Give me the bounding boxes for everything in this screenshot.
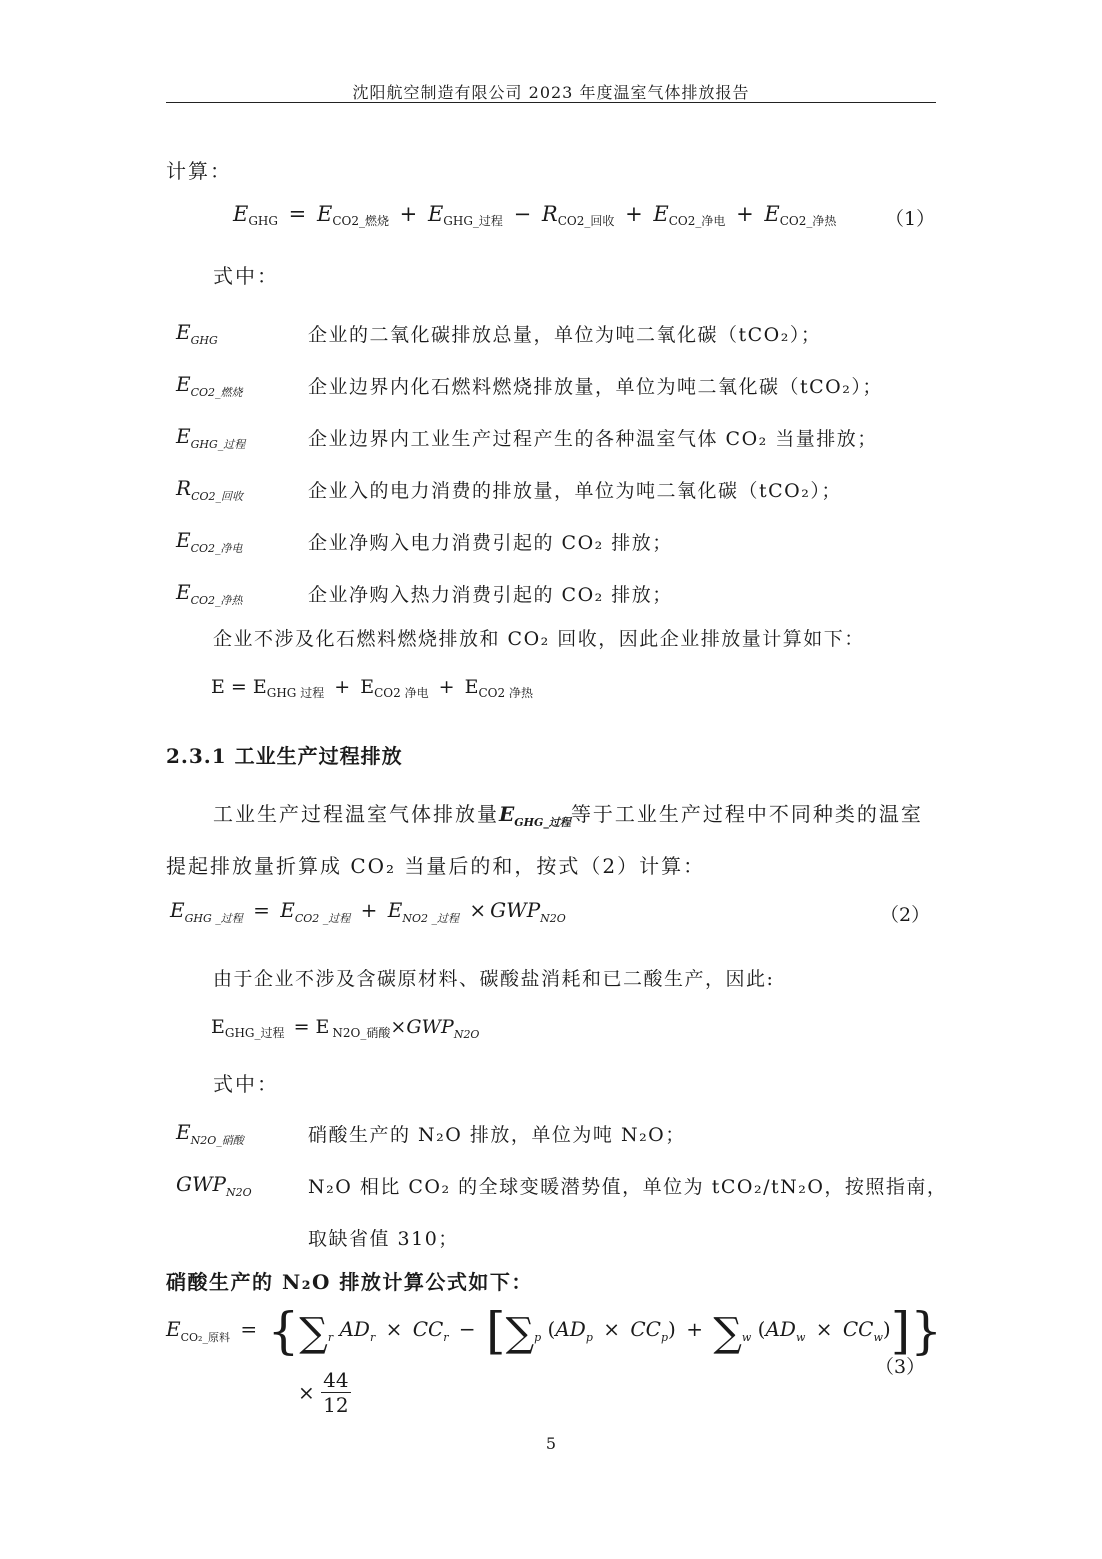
page-header: 沈阳航空制造有限公司 2023 年度温室气体排放报告 [352, 83, 750, 102]
def-description: 企业入的电力消费的排放量，单位为吨二氧化碳（tCO₂）； [308, 480, 842, 502]
def-symbol: $E_{GHG\_过程}$ [176, 424, 246, 451]
def2-description: 硝酸生产的 N₂O 排放，单位为吨 N₂O； [308, 1124, 686, 1146]
def-description: 企业边界内化石燃料燃烧排放量，单位为吨二氧化碳（tCO₂）； [308, 376, 883, 398]
def-symbol: $E_{CO2\_净电}$ [176, 528, 243, 555]
def-description: 企业净购入热力消费引起的 CO₂ 排放； [308, 584, 673, 606]
where-label-2: 式中： [213, 1072, 279, 1096]
def-symbol: $E_{CO2\_燃烧}$ [176, 372, 243, 399]
def-description: 企业净购入电力消费引起的 CO₂ 排放； [308, 532, 673, 554]
paragraph-line-2: 提起排放量折算成 CO₂ 当量后的和，按式（2）计算： [166, 854, 706, 878]
def2-symbol: $GWP_{N2O}$ [176, 1172, 252, 1199]
def-symbol: $R_{CO2\_回收}$ [176, 476, 243, 503]
equation-3-fraction: × $\frac{44}{12}$ [298, 1368, 349, 1417]
equation-e: $E = E_{GHG 过程} + E_{CO2 净电} + E_{CO2 净热}$ [211, 676, 533, 700]
note-1: 企业不涉及化石燃料燃烧排放和 CO₂ 回收，因此企业排放量计算如下： [213, 628, 865, 650]
def2-description-cont: 取缺省值 310； [308, 1228, 459, 1250]
def2-description: N₂O 相比 CO₂ 的全球变暖潜势值，单位为 tCO₂/tN₂O，按照指南， [308, 1176, 948, 1198]
equation-1-number: （1） [885, 208, 936, 230]
def-description: 企业的二氧化碳排放总量，单位为吨二氧化碳（tCO₂）； [308, 324, 822, 346]
header-rule [166, 102, 936, 103]
paragraph-line-1: 工业生产过程温室气体排放量$E_{GHG\_过程}$等于工业生产过程中不同种类的温室 [213, 802, 923, 829]
formula-heading: 硝酸生产的 N₂O 排放计算公式如下： [166, 1270, 533, 1294]
equation-1: $E_{GHG} = E_{CO2\_燃烧} + E_{GHG\_过程} - R_{CO2\_回收} + E_{CO2\_净电} + E_{CO2\_净热}$ [233, 202, 837, 228]
equation-3: $E_{CO_2\_原料} = \{\sum_r$ $AD_r \times CC_r - [\sum_p$ $(AD_p \times CC_p) + \sum_w$ $(AD_w \times CC_w)$]} [166, 1302, 943, 1360]
where-label: 式中： [213, 264, 279, 288]
equation-2-number: （2） [880, 904, 931, 926]
note-2: 由于企业不涉及含碳原材料、碳酸盐消耗和已二酸生产，因此: [213, 968, 775, 990]
def2-symbol: $E_{N2O\_硝酸}$ [176, 1120, 244, 1147]
equation-3-number: （3） [875, 1356, 926, 1378]
def-symbol: $E_{GHG}$ [176, 320, 218, 347]
section-heading: 2.3.1 工业生产过程排放 [166, 744, 403, 768]
intro-lead: 计算： [166, 159, 232, 183]
def-symbol: $E_{CO2\_净热}$ [176, 580, 243, 607]
equation-2: $E_{GHG \_过程} = E_{CO2 \_过程} + E_{NO2 \_过程} \times GWP_{N2O}$ [170, 898, 566, 925]
page-number: 5 [545, 1434, 557, 1453]
def-description: 企业边界内工业生产过程产生的各种温室气体 CO₂ 当量排放； [308, 428, 878, 450]
equation-2b: $E_{GHG\_过程} = E$ $_{N2O\_硝酸}\times GWP_{N2O}$ [211, 1016, 480, 1041]
